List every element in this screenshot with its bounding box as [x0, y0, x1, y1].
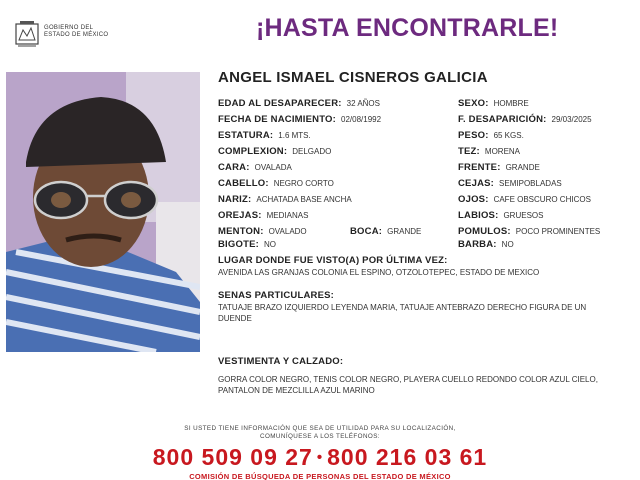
phone-separator: •: [316, 449, 324, 466]
field-label: LABIOS:: [458, 210, 499, 221]
commission-name: COMISIÓN DE BÚSQUEDA DE PERSONAS DEL ESTADO DE MÉXICO: [189, 472, 451, 480]
field-cejas: [458, 176, 562, 190]
field-value: 29/03/2025: [551, 115, 592, 124]
field-label: COMPLEXION:: [218, 146, 288, 157]
field-cabello: [218, 176, 334, 190]
field-label: NARIZ:: [218, 194, 252, 205]
field-value: MORENA: [484, 147, 521, 156]
marks-title: SENAS PARTICULARES:: [218, 290, 335, 301]
field-value: 1.6 MTS.: [278, 131, 311, 140]
field-value: POCO PROMINENTES: [515, 227, 601, 236]
field-label: OREJAS:: [218, 210, 262, 221]
field-ojos: [458, 192, 591, 206]
field-nacimiento: [218, 112, 381, 126]
field-menton: [218, 224, 307, 238]
field-label: EDAD AL DESAPARECER:: [218, 98, 342, 109]
contact-info: [0, 425, 640, 441]
field-labios: [458, 208, 543, 222]
field-pomulos: [458, 224, 600, 238]
field-bigote: [218, 237, 276, 251]
field-label: BIGOTE:: [218, 239, 259, 250]
government-name-line1: GOBIERNO DEL: [44, 25, 94, 31]
government-name: [44, 25, 108, 39]
field-label: ESTATURA:: [218, 130, 274, 141]
field-value: OVALADA: [254, 163, 292, 172]
field-value: MEDIANAS: [266, 211, 309, 220]
field-value: GRUESOS: [503, 211, 544, 220]
phone-number-2[interactable]: 800 216 03 61: [327, 444, 488, 470]
field-value: 02/08/1992: [341, 115, 382, 124]
field-label: CABELLO:: [218, 178, 269, 189]
phone-number-1[interactable]: 800 509 09 27: [152, 444, 313, 470]
field-value: 32 AÑOS: [346, 99, 380, 108]
field-cara: [218, 160, 292, 174]
field-label: TEZ:: [458, 146, 480, 157]
field-value: NEGRO CORTO: [273, 179, 334, 188]
field-value: NO: [263, 240, 276, 249]
government-name-line2: ESTADO DE MÉXICO: [44, 32, 109, 38]
field-nariz: [218, 192, 352, 206]
field-label: F. DESAPARICIÓN:: [458, 114, 547, 125]
field-estatura: [218, 128, 311, 142]
last-seen-title: LUGAR DONDE FUE VISTO(A) POR ÚLTIMA VEZ:: [218, 255, 448, 266]
phone-numbers: [0, 444, 640, 471]
field-frente: [458, 160, 540, 174]
marks-text: TATUAJE BRAZO IZQUIERDO LEYENDA MARIA, TATUAJE ANTEBRAZO DERECHO FIGURA DE UN DUENDE: [218, 303, 587, 323]
field-label: FRENTE:: [458, 162, 501, 173]
field-value: GRANDE: [387, 227, 422, 236]
headline: ¡HASTA ENCONTRARLE!: [256, 14, 559, 42]
field-value: NO: [501, 240, 514, 249]
clothing-title: VESTIMENTA Y CALZADO:: [218, 356, 344, 367]
clothing-text: GORRA COLOR NEGRO, TENIS COLOR NEGRO, PLAYERA CUELLO REDONDO COLOR AZUL CIELO, PANTALON DE MEZCLILLA AZUL MARINO: [218, 375, 598, 395]
government-seal-icon: [14, 20, 40, 48]
field-peso: [458, 128, 524, 142]
field-value: HOMBRE: [493, 99, 529, 108]
field-complexion: [218, 144, 331, 158]
field-desaparicion: [458, 112, 592, 126]
field-value: OVALADO: [268, 227, 307, 236]
person-name: ANGEL ISMAEL CISNEROS GALICIA: [218, 69, 488, 86]
field-value: CAFE OBSCURO CHICOS: [493, 195, 591, 204]
contact-info-line2: COMUNÍQUESE A LOS TELÉFONOS:: [260, 433, 380, 440]
field-tez: [458, 144, 520, 158]
field-label: POMULOS:: [458, 226, 511, 237]
field-orejas: [218, 208, 308, 222]
field-value: DELGADO: [292, 147, 332, 156]
field-boca: [350, 224, 421, 238]
contact-info-line1: SI USTED TIENE INFORMACIÓN QUE SEA DE UTILIDAD PARA SU LOCALIZACIÓN,: [184, 425, 456, 432]
field-edad: [218, 96, 380, 110]
field-barba: [458, 237, 514, 251]
field-label: FECHA DE NACIMIENTO:: [218, 114, 336, 125]
field-value: GRANDE: [505, 163, 540, 172]
field-label: BOCA:: [350, 226, 383, 237]
field-label: PESO:: [458, 130, 489, 141]
field-label: SEXO:: [458, 98, 489, 109]
field-value: ACHATADA BASE ANCHA: [256, 195, 352, 204]
person-photo: [6, 72, 200, 352]
field-label: MENTON:: [218, 226, 264, 237]
field-label: BARBA:: [458, 239, 497, 250]
field-sexo: [458, 96, 529, 110]
field-value: SEMIPOBLADAS: [499, 179, 562, 188]
field-label: CARA:: [218, 162, 250, 173]
field-label: CEJAS:: [458, 178, 495, 189]
field-value: 65 KGS.: [493, 131, 524, 140]
last-seen-text: AVENIDA LAS GRANJAS COLONIA EL ESPINO, OTZOLOTEPEC, ESTADO DE MEXICO: [218, 268, 540, 277]
field-label: OJOS:: [458, 194, 489, 205]
